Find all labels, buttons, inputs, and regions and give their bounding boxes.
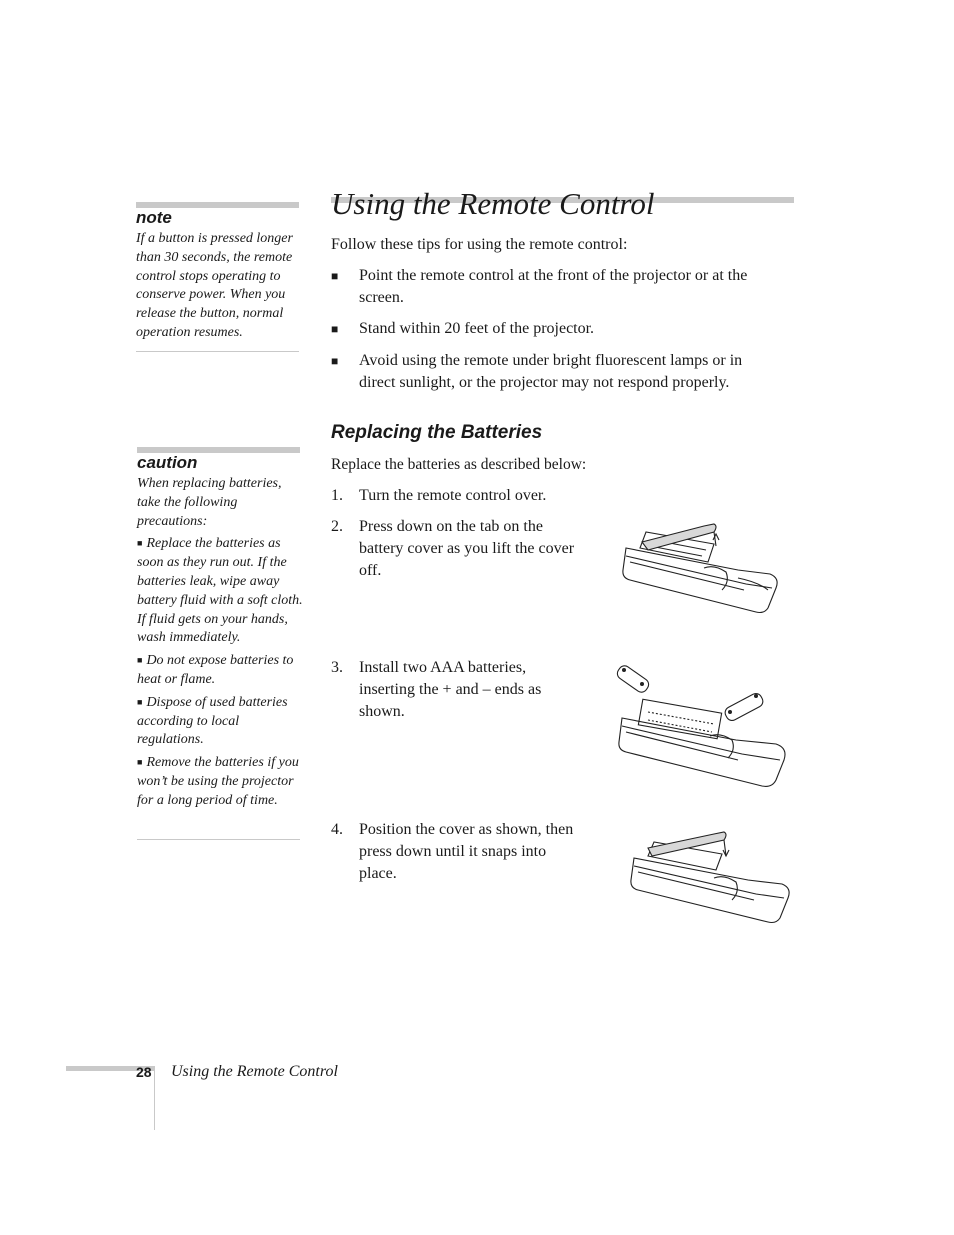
tip-bullet: ■ [331, 354, 339, 368]
note-bottom-rule [136, 351, 299, 352]
step-number: 3. [331, 659, 343, 676]
step-3 [331, 657, 559, 723]
caution-item [137, 652, 303, 690]
note-text: If a button is pressed longer than 30 seconds, the remote control stops operating to conserve power. When you release the button, normal operation resumes. [136, 231, 293, 340]
tip-item [331, 350, 781, 394]
step-text: Position the cover as shown, then press down until it snaps into place. [359, 821, 574, 882]
caution-heading: caution [137, 453, 198, 472]
step-4 [331, 819, 587, 885]
footer-vertical-rule [154, 1066, 155, 1130]
caution-bullet: ■ [137, 696, 143, 707]
caution-item [137, 535, 303, 648]
step-2 [331, 516, 583, 582]
page-title: Using the Remote Control [331, 186, 655, 221]
remote-cover-removal-illustration [618, 518, 783, 618]
remote-batteries-illustration [612, 660, 794, 792]
tip-item [331, 265, 781, 309]
caution-intro: When replacing batteries, take the following precautions: [137, 476, 282, 529]
step-text: Press down on the tab on the battery cover as you lift the cover off. [359, 518, 575, 579]
caution-item [137, 754, 303, 810]
note-heading: note [136, 208, 172, 227]
caution-item-text: Do not expose batteries to heat or flame. [137, 653, 294, 687]
caution-item [137, 694, 303, 750]
tip-text: Point the remote control at the front of the projector or at the screen. [359, 267, 748, 306]
tip-text: Stand within 20 feet of the projector. [359, 320, 595, 337]
tip-bullet: ■ [331, 269, 339, 283]
intro-text: Follow these tips for using the remote control: [331, 236, 628, 253]
caution-bullet: ■ [137, 655, 143, 666]
remote-cover-replacement-illustration [626, 826, 796, 926]
step-number: 4. [331, 821, 343, 838]
step-text: Turn the remote control over. [359, 487, 547, 504]
caution-bullet: ■ [137, 757, 143, 768]
section-intro: Replace the batteries as described below: [331, 456, 587, 473]
running-title: Using the Remote Control [171, 1063, 338, 1080]
section-heading: Replacing the Batteries [331, 422, 543, 443]
caution-item-text: Remove the batteries if you won’t be using the projector for a long period of time. [137, 755, 299, 808]
tip-text: Avoid using the remote under bright fluorescent lamps or in direct sunlight, or the projector may not respond properly. [359, 352, 743, 391]
caution-bullet: ■ [137, 538, 143, 549]
page-number: 28 [136, 1064, 152, 1080]
tip-item [331, 318, 781, 340]
caution-text [137, 475, 303, 815]
caution-item-text: Dispose of used batteries according to local regulations. [137, 694, 288, 748]
step-number: 1. [331, 487, 343, 504]
caution-bottom-rule [137, 839, 300, 840]
step-text: Install two AAA batteries, inserting the + and – ends as shown. [359, 659, 542, 720]
tip-bullet: ■ [331, 322, 339, 336]
caution-item-text: Replace the batteries as soon as they run out. If the batteries leak, wipe away battery fluid with a soft cloth. If fluid gets on your hands, wash immediately. [137, 536, 303, 646]
step-number: 2. [331, 518, 343, 535]
step-1 [331, 485, 631, 507]
